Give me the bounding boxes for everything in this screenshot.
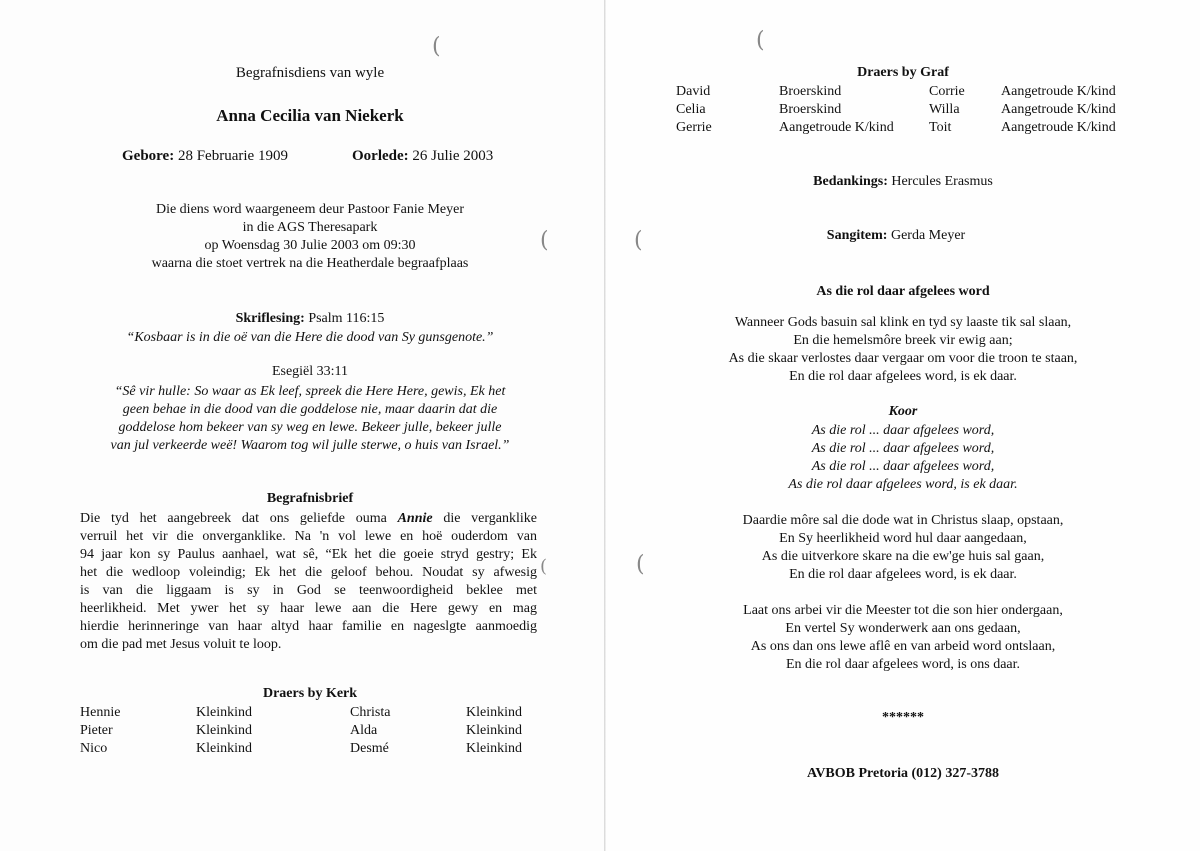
died-date: 26 Julie 2003 xyxy=(412,148,494,164)
letter-text: Die tyd het aangebreek dat ons geliefde ouma xyxy=(80,511,398,526)
born-label: Gebore: xyxy=(122,148,175,164)
hymn-verse-2 xyxy=(606,512,1200,584)
verse-line: Daardie môre sal die dode wat in Christus slaap, opstaan, xyxy=(742,513,1064,528)
died-line xyxy=(352,148,493,165)
table-row xyxy=(80,704,540,722)
scan-mark: ( xyxy=(756,28,765,53)
letter-line: verruil het vir die onverganklike. Na 'n vol lewe en hoë ouderdom van xyxy=(80,529,537,544)
table-row xyxy=(676,101,1156,119)
service-line: waarna die stoet vertrek na die Heatherdale begraafplaas xyxy=(151,256,469,271)
reading-quote-2 xyxy=(70,383,550,455)
grave-bearers-heading: Draers by Graf xyxy=(857,65,949,80)
hymn-verse-3 xyxy=(606,602,1200,674)
service-line: Die diens word waargeneem deur Pastoor Fanie Meyer xyxy=(155,202,465,217)
bearer-relation: Kleinkind xyxy=(466,705,522,720)
bearer-relation: Aangetroude K/kind xyxy=(1001,84,1116,99)
thanks-line xyxy=(606,174,1200,190)
grave-bearers-table xyxy=(676,83,1156,137)
bearer-relation: Kleinkind xyxy=(196,705,252,720)
chorus-line: As die rol ... daar afgelees word, xyxy=(811,423,995,438)
letter-line: het die wedloop voleindig; Ek het die geloof behou. Noudat sy afwesig xyxy=(80,565,537,580)
quote-line: goddelose hom bekeer van sy weg en lewe. Bekeer julle, bekeer julle xyxy=(118,420,502,435)
verse-line: En die hemelsmôre breek vir ewig aan; xyxy=(793,333,1013,348)
chorus-line: As die rol ... daar afgelees word, xyxy=(811,441,995,456)
church-bearers-table xyxy=(80,704,540,758)
table-row xyxy=(676,119,1156,137)
scan-mark: ( xyxy=(540,556,548,577)
bearer-name: Corrie xyxy=(929,84,965,99)
bearer-relation: Broerskind xyxy=(779,102,842,117)
table-row xyxy=(676,83,1156,101)
bearer-relation: Kleinkind xyxy=(466,723,522,738)
song-line xyxy=(606,228,1186,244)
verse-line: As ons dan ons lewe aflê en van arbeid word ontslaan, xyxy=(750,639,1056,654)
bearer-name: Celia xyxy=(676,102,706,117)
table-row xyxy=(80,740,540,758)
song-name: Gerda Meyer xyxy=(890,228,966,243)
verse-line: En die rol daar afgelees word, is ek daar. xyxy=(789,369,1017,384)
scan-mark: ( xyxy=(540,228,549,253)
letter-line: is van die liggaam is sy in God se teenwoordigheid beklee met xyxy=(80,583,537,598)
letter-name: Annie xyxy=(397,511,433,526)
bearer-relation: Aangetroude K/kind xyxy=(1001,120,1116,135)
reading-ref-2: Esegiël 33:11 xyxy=(271,364,349,379)
letter-line: om die pad met Jesus voluit te loop. xyxy=(80,637,282,652)
letter-body xyxy=(80,510,537,654)
letter-text: die verganklike xyxy=(432,511,537,526)
bearer-name: Christa xyxy=(350,705,391,720)
chorus-label: Koor xyxy=(888,404,918,419)
chorus-line: As die rol daar afgelees word, is ek daar. xyxy=(788,477,1018,492)
letter-line xyxy=(80,510,537,528)
letter-line: hierdie herinneringe van haar altyd haar familie en nageslgte aanmoedig xyxy=(80,619,537,634)
hymn-verse-1 xyxy=(606,314,1200,386)
hymn-title: As die rol daar afgelees word xyxy=(816,284,990,299)
separator: ****** xyxy=(882,710,924,725)
bearer-name: Nico xyxy=(80,741,108,756)
scan-mark: ( xyxy=(432,34,441,59)
letter-line: 94 jaar kon sy Paulus aanhael, wat sê, “Ek het die goeie stryd gestry; Ek xyxy=(80,547,537,562)
chorus-line: As die rol ... daar afgelees word, xyxy=(811,459,995,474)
scripture-reading-1 xyxy=(0,311,620,327)
reading-label: Skriflesing: xyxy=(235,311,305,326)
quote-line: “Sê vir hulle: So waar as Ek leef, spreek die Here Here, gewis, Ek het xyxy=(114,384,506,399)
bearer-name: Desmé xyxy=(350,741,389,756)
bearer-name: Toit xyxy=(929,120,952,135)
bearer-relation: Broerskind xyxy=(779,84,842,99)
bearer-name: Hennie xyxy=(80,705,121,720)
bearer-name: David xyxy=(676,84,711,99)
died-label: Oorlede: xyxy=(352,148,409,164)
table-row xyxy=(80,722,540,740)
bearer-relation: Aangetroude K/kind xyxy=(779,120,894,135)
song-label: Sangitem: xyxy=(826,228,888,243)
bearer-relation: Aangetroude K/kind xyxy=(1001,102,1116,117)
scan-mark: ( xyxy=(636,552,645,577)
thanks-label: Bedankings: xyxy=(813,174,888,189)
footer: AVBOB Pretoria (012) 327-3788 xyxy=(807,766,999,781)
bearer-relation: Kleinkind xyxy=(196,741,252,756)
verse-line: As die uitverkore skare na die ew'ge huis sal gaan, xyxy=(761,549,1045,564)
verse-line: En Sy heerlikheid word hul daar aangedaan, xyxy=(779,531,1027,546)
bearer-name: Gerrie xyxy=(676,120,712,135)
service-heading: Begrafnisdiens van wyle xyxy=(235,65,385,81)
quote-line: van jul verkeerde weë! Waarom tog wil julle sterwe, o huis van Israel.” xyxy=(110,438,510,453)
bearer-relation: Kleinkind xyxy=(466,741,522,756)
letter-heading: Begrafnisbrief xyxy=(266,491,354,506)
deceased-name: Anna Cecilia van Niekerk xyxy=(216,106,404,125)
born-date: 28 Februarie 1909 xyxy=(177,148,288,164)
reading-quote-1: “Kosbaar is in die oë van die Here die dood van Sy gunsgenote.” xyxy=(126,330,494,345)
letter-line: heerlikheid. Met ywer het sy haar lewe aan die Here gewy en mag xyxy=(80,601,537,616)
verse-line: En die rol daar afgelees word, is ek daar. xyxy=(789,567,1017,582)
born-line xyxy=(122,148,288,165)
verse-line: En die rol daar afgelees word, is ons daar. xyxy=(785,657,1021,672)
scan-mark: ( xyxy=(634,228,643,253)
service-line: op Woensdag 30 Julie 2003 om 09:30 xyxy=(204,238,416,253)
service-line: in die AGS Theresapark xyxy=(242,220,378,235)
hymn-chorus xyxy=(606,422,1200,494)
right-page xyxy=(606,0,1200,851)
quote-line: geen behae in die dood van die goddelose nie, maar daarin dat die xyxy=(122,402,498,417)
bearer-name: Pieter xyxy=(80,723,113,738)
thanks-name: Hercules Erasmus xyxy=(891,174,993,189)
service-details xyxy=(0,201,620,273)
church-bearers-heading: Draers by Kerk xyxy=(262,686,358,701)
verse-line: As die skaar verlostes daar vergaar om voor die troon te staan, xyxy=(728,351,1078,366)
bearer-relation: Kleinkind xyxy=(196,723,252,738)
reading-ref-1: Psalm 116:15 xyxy=(308,311,385,326)
bearer-name: Alda xyxy=(350,723,378,738)
verse-line: En vertel Sy wonderwerk aan ons gedaan, xyxy=(785,621,1021,636)
verse-line: Wanneer Gods basuin sal klink en tyd sy laaste tik sal slaan, xyxy=(734,315,1072,330)
bearer-name: Willa xyxy=(929,102,960,117)
verse-line: Laat ons arbei vir die Meester tot die son hier ondergaan, xyxy=(743,603,1063,618)
